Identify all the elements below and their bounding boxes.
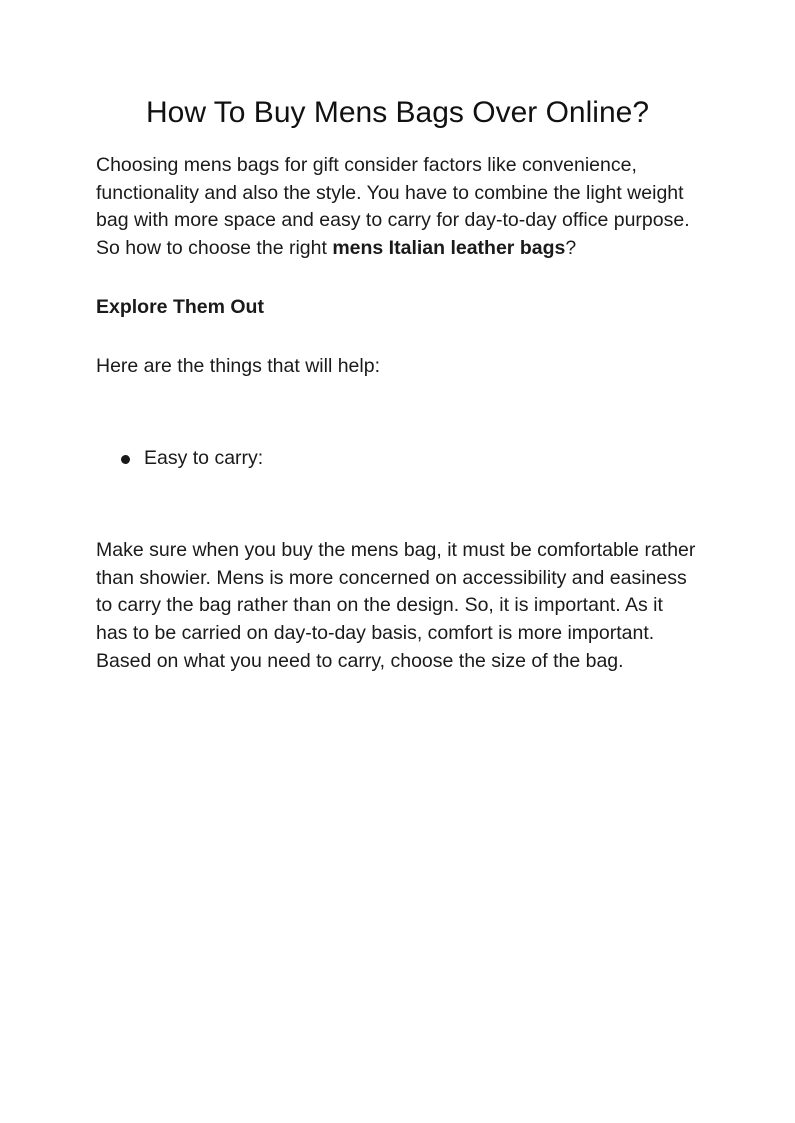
intro-paragraph <box>96 152 696 263</box>
document-title: How To Buy Mens Bags Over Online? <box>145 96 649 129</box>
list-item <box>96 445 263 473</box>
intro-text-end: ? <box>565 237 577 260</box>
lead-in-paragraph: Here are the things that will help: <box>96 355 380 377</box>
intro-text: Choosing mens bags for gift consider factors like convenience, functionality and also the style. You have to combine the light weight bag with more space and easy to carry for day-to-day office purpose. So how to choose the right <box>96 154 690 260</box>
bullet-list <box>96 445 263 473</box>
body-paragraph: Make sure when you buy the mens bag, it must be comfortable rather than showier. Mens is more concerned on accessibility and easiness to carry the bag rather than on the design. So, it is important. As it has to be carried on day-to-day basis, comfort is more important. Based on what you need to carry, choose the size of the bag. <box>96 539 696 672</box>
bullet-icon <box>121 455 130 464</box>
intro-bold-keyword: mens Italian leather bags <box>332 237 566 260</box>
section-heading: Explore Them Out <box>96 296 264 318</box>
list-item-label: Easy to carry: <box>144 447 264 469</box>
